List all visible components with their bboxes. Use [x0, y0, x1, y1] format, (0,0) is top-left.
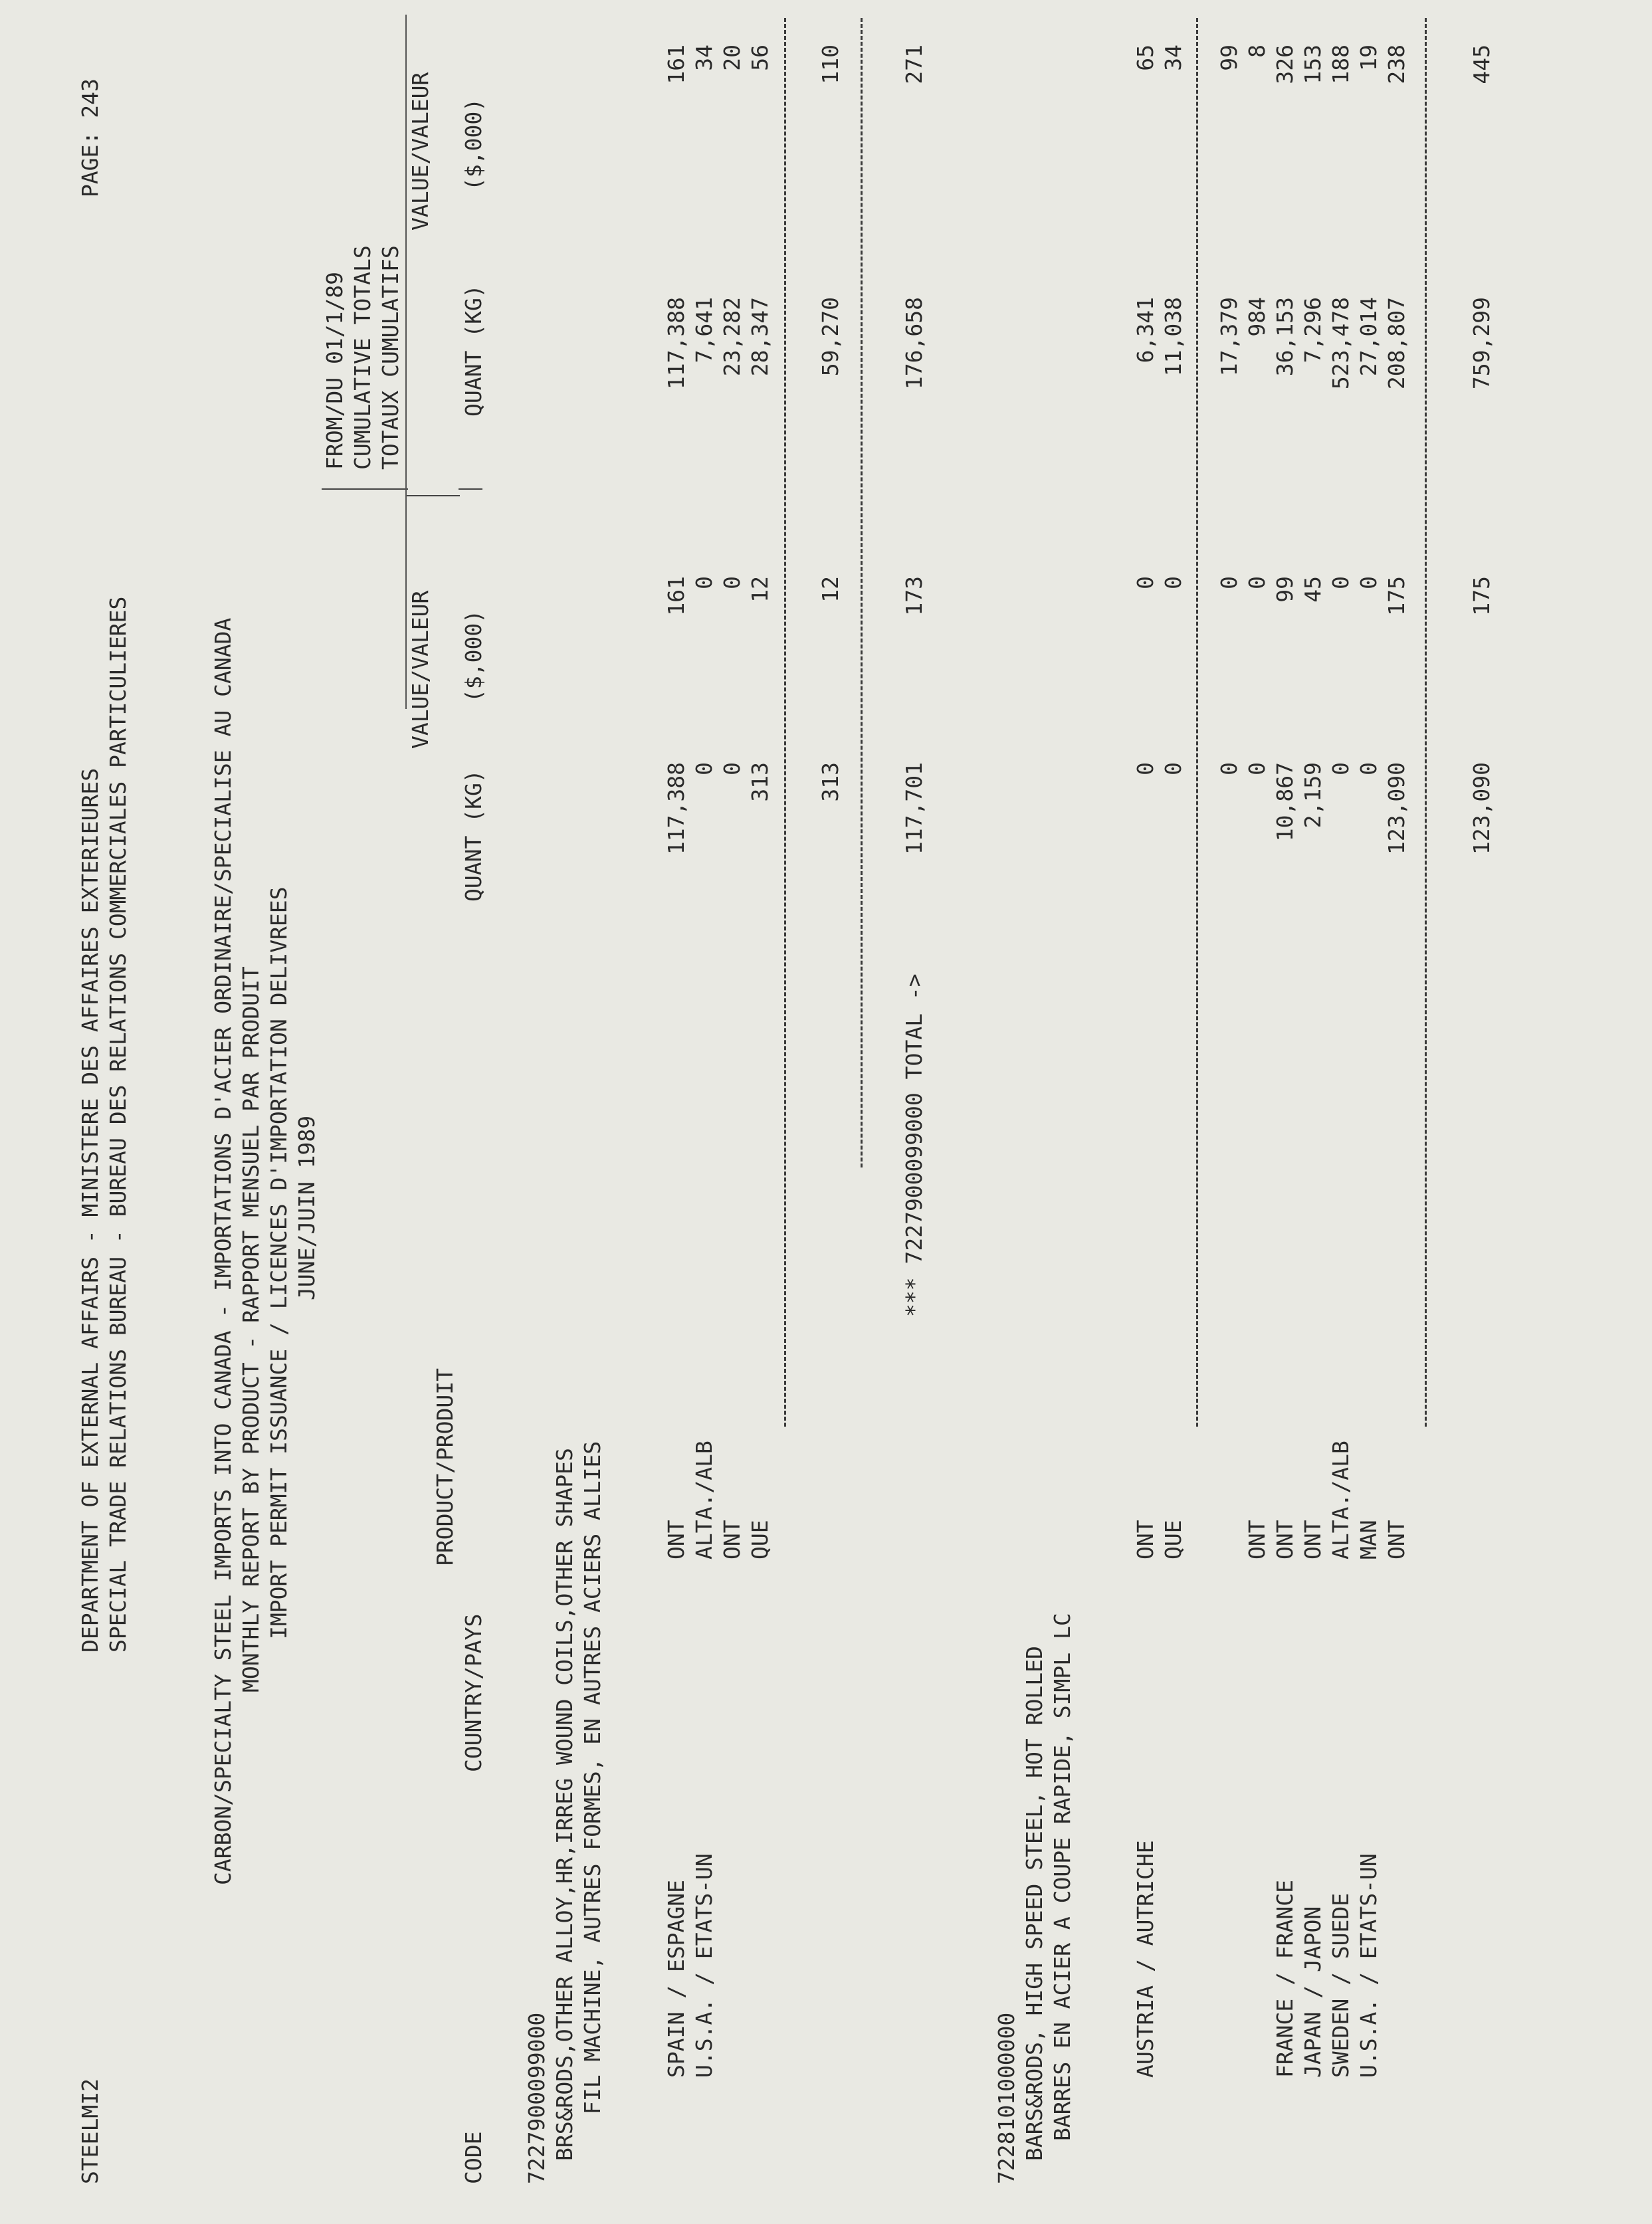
province-cell: ALTA./ALB — [691, 1441, 717, 1560]
quant-cell: 313 — [817, 762, 843, 802]
cum-quant-cell: 523,478 — [1328, 297, 1354, 390]
cum-quant-cell: 11,038 — [1160, 297, 1186, 377]
cum-quant-cell: 7,641 — [691, 297, 717, 363]
cum-value-cell: 153 — [1300, 45, 1326, 84]
quant-cell: 10,867 — [1272, 762, 1298, 842]
province-cell: ONT — [719, 1520, 745, 1560]
quant-cell: 0 — [1132, 762, 1158, 775]
country-cell: AUSTRIA / AUTRICHE — [1132, 1840, 1158, 2078]
cum-quant-cell: 176,658 — [901, 297, 927, 390]
province-cell: ONT — [1244, 1520, 1270, 1560]
cum-value-cell: 65 — [1132, 45, 1158, 71]
value-cell: 0 — [1244, 576, 1270, 589]
product-code: 7228101000000 — [993, 2012, 1019, 2184]
value-cell: 0 — [1328, 576, 1354, 589]
col-value: VALUE/VALEUR — [407, 590, 433, 749]
cum-quant-cell: 59,270 — [817, 297, 843, 377]
cum-quant-cell: 759,299 — [1469, 297, 1495, 390]
report-id: STEELMI2 — [77, 2078, 103, 2184]
value-cell: 0 — [1160, 576, 1186, 589]
province-cell: ALTA./ALB — [1328, 1441, 1354, 1560]
cum-value-cell: 188 — [1328, 45, 1354, 84]
country-cell: SPAIN / ESPAGNE — [663, 1879, 689, 2078]
country-cell: U.S.A. / ETATS-UN — [1356, 1853, 1382, 2078]
report-title-3: IMPORT PERMIT ISSUANCE / LICENCES D'IMPORTATION DELIVREES — [266, 886, 292, 1639]
cum-quant-cell: 117,388 — [663, 297, 689, 390]
cum-quant-cell: 6,341 — [1132, 297, 1158, 363]
header-line-1: DEPARTMENT OF EXTERNAL AFFAIRS - MINISTERE DES AFFAIRES EXTERIEURES — [77, 767, 103, 1653]
cum-quant-cell: 27,014 — [1356, 297, 1382, 377]
col-cum-value-unit: ($,000) — [461, 98, 486, 191]
subtotal-rule — [1196, 18, 1198, 1427]
province-cell: QUE — [747, 1520, 773, 1560]
column-separator — [407, 495, 460, 496]
value-cell: 175 — [1469, 576, 1495, 616]
quant-cell: 2,159 — [1300, 762, 1326, 829]
quant-cell: 0 — [719, 762, 745, 775]
value-cell: 99 — [1272, 576, 1298, 603]
province-cell: ONT — [663, 1520, 689, 1560]
value-cell: 0 — [691, 576, 717, 589]
value-cell: 0 — [1356, 576, 1382, 589]
country-cell: JAPAN / JAPON — [1300, 1906, 1326, 2078]
subtotal-rule — [784, 18, 786, 1427]
cum-value-cell: 56 — [747, 45, 773, 71]
header-rule — [405, 15, 407, 709]
value-cell: 175 — [1384, 576, 1409, 616]
province-cell: ONT — [1300, 1520, 1326, 1560]
cum-value-cell: 326 — [1272, 45, 1298, 84]
cumulative-label-fr: TOTAUX CUMULATIFS — [377, 245, 403, 470]
product-description-en: BRS&RODS,OTHER ALLOY,HR,IRREG WOUND COILS,OTHER SHAPES — [552, 1448, 577, 2161]
cum-value-cell: 8 — [1244, 45, 1270, 58]
product-description-en: BARS&RODS, HIGH SPEED STEEL, HOT ROLLED — [1021, 1646, 1047, 2161]
value-cell: 0 — [1216, 576, 1242, 589]
value-cell: 0 — [719, 576, 745, 589]
cumulative-label-en: CUMULATIVE TOTALS — [350, 245, 375, 470]
cum-quant-cell: 36,153 — [1272, 297, 1298, 377]
cum-quant-cell: 28,347 — [747, 297, 773, 377]
product-description-fr: FIL MACHINE, AUTRES FORMES, EN AUTRES ACIERS ALLIES — [579, 1441, 605, 2114]
col-quant: QUANT (KG) — [461, 769, 486, 902]
report-title-2: MONTHLY REPORT BY PRODUCT - RAPPORT MENSUEL PAR PRODUIT — [238, 966, 264, 1692]
cum-value-cell: 161 — [663, 45, 689, 84]
cum-value-cell: 445 — [1469, 45, 1495, 84]
quant-cell: 0 — [1244, 762, 1270, 775]
total-rule — [861, 18, 863, 1167]
product-code: 7227900099000 — [524, 2012, 550, 2184]
quant-cell: 123,090 — [1384, 762, 1409, 855]
report-title-1: CARBON/SPECIALTY STEEL IMPORTS INTO CANADA - IMPORTATIONS D'ACIER ORDINAIRE/SPECIALISE AU CANADA — [210, 617, 236, 1885]
report-period: JUNE/JUIN 1989 — [294, 1115, 320, 1300]
col-country: COUNTRY/PAYS — [461, 1613, 486, 1772]
cum-value-cell: 271 — [901, 45, 927, 84]
quant-cell: 0 — [691, 762, 717, 775]
value-cell: 173 — [901, 576, 927, 616]
value-cell: 12 — [817, 576, 843, 603]
column-separator — [322, 488, 408, 490]
col-code: CODE — [461, 2131, 486, 2184]
header-line-2: SPECIAL TRADE RELATIONS BUREAU - BUREAU DES RELATIONS COMMERCIALES PARTICULIERES — [105, 596, 131, 1653]
value-cell: 0 — [1132, 576, 1158, 589]
value-cell: 161 — [663, 576, 689, 616]
subtotal-rule — [1425, 18, 1427, 1427]
quant-cell: 117,388 — [663, 762, 689, 855]
cum-value-cell: 20 — [719, 45, 745, 71]
country-cell: U.S.A. / ETATS-UN — [691, 1853, 717, 2078]
cumulative-from: FROM/DU 01/1/89 — [322, 271, 348, 470]
province-cell: MAN — [1356, 1520, 1382, 1560]
col-cum-value: VALUE/VALEUR — [407, 72, 433, 231]
cum-quant-cell: 7,296 — [1300, 297, 1326, 363]
province-cell: ONT — [1132, 1520, 1158, 1560]
cum-value-cell: 34 — [1160, 45, 1186, 71]
column-separator — [459, 488, 482, 490]
province-cell: ONT — [1384, 1520, 1409, 1560]
product-description-fr: BARRES EN ACIER A COUPE RAPIDE, SIMPL LC — [1049, 1613, 1075, 2141]
cum-quant-cell: 17,379 — [1216, 297, 1242, 377]
cum-value-cell: 110 — [817, 45, 843, 84]
cum-quant-cell: 23,282 — [719, 297, 745, 377]
cum-quant-cell: 208,807 — [1384, 297, 1409, 390]
quant-cell: 0 — [1356, 762, 1382, 775]
quant-cell: 0 — [1328, 762, 1354, 775]
cum-value-cell: 238 — [1384, 45, 1409, 84]
province-cell: ONT — [1272, 1520, 1298, 1560]
cum-value-cell: 99 — [1216, 45, 1242, 71]
col-value-unit: ($,000) — [461, 609, 486, 702]
country-cell: FRANCE / FRANCE — [1272, 1879, 1298, 2078]
quant-cell: 0 — [1216, 762, 1242, 775]
page-number: PAGE: 243 — [77, 78, 103, 197]
value-cell: 45 — [1300, 576, 1326, 603]
country-cell: SWEDEN / SUEDE — [1328, 1892, 1354, 2078]
quant-cell: 0 — [1160, 762, 1186, 775]
total-label: *** 7227900099000 TOTAL -> — [901, 973, 927, 1317]
quant-cell: 123,090 — [1469, 762, 1495, 855]
cum-quant-cell: 984 — [1244, 297, 1270, 337]
province-cell: QUE — [1160, 1520, 1186, 1560]
quant-cell: 117,701 — [901, 762, 927, 855]
cum-value-cell: 19 — [1356, 45, 1382, 71]
cum-value-cell: 34 — [691, 45, 717, 71]
value-cell: 12 — [747, 576, 773, 603]
col-product: PRODUCT/PRODUIT — [432, 1367, 458, 1566]
quant-cell: 313 — [747, 762, 773, 802]
col-cum-quant: QUANT (KG) — [461, 284, 486, 417]
